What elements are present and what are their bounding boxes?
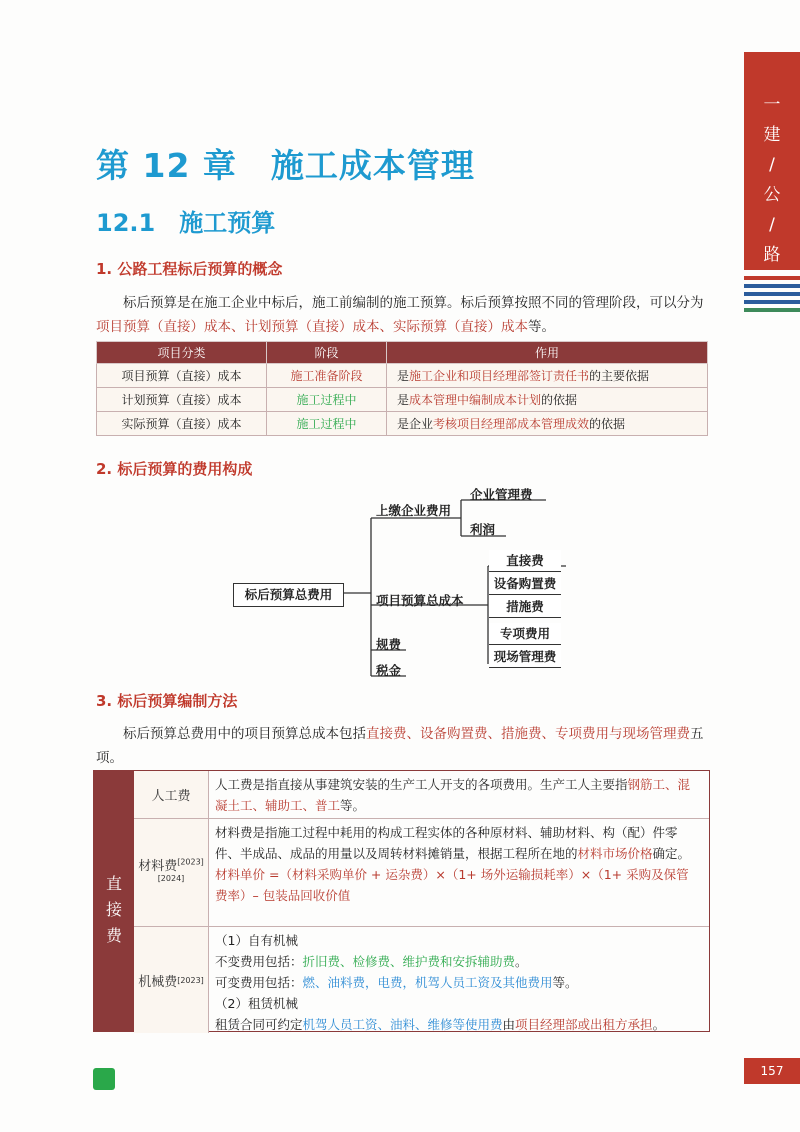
diagram-node: 设备购置费 <box>489 573 561 595</box>
row-label: 材料费[2023] [2024] <box>134 819 209 926</box>
cost-structure-diagram <box>96 480 708 685</box>
row-content: 材料费是指施工过程中耗用的构成工程实体的各种原材料、辅助材料、构（配）件零件、半成品、成品的用量以及周转材料摊销量，根据工程所在地的材料市场价格确定。 材料单价 =（材料采购单价 + 运杂费）×（1+ 场外运输损耗率）×（1+ 采购及保管费率）– 包装品回收价值 <box>215 825 691 903</box>
table-cell: 是施工企业和项目经理部签订责任书的主要依据 <box>387 364 708 388</box>
table-cell: 施工准备阶段 <box>267 364 387 388</box>
diagram-node: 规费 <box>376 637 402 652</box>
table-header: 项目分类 <box>97 342 267 364</box>
diagram-node: 企业管理费 <box>470 487 533 502</box>
row-label: 人工费 <box>134 771 209 818</box>
section-title: 12.1 施工预算 <box>96 209 276 237</box>
side-tab-char: 路 <box>763 245 781 265</box>
subheading-1: 1. 公路工程标后预算的概念 <box>96 260 283 278</box>
table-cell: 是成本管理中编制成本计划的依据 <box>387 388 708 412</box>
side-tab <box>744 52 800 270</box>
side-tab-char: 公 <box>763 185 781 205</box>
table-row <box>134 771 709 819</box>
side-stripe <box>744 300 800 304</box>
side-stripe <box>744 292 800 296</box>
page-number: 157 <box>744 1058 800 1084</box>
table-header: 作用 <box>387 342 708 364</box>
side-tab-char: 一 <box>763 95 781 115</box>
table-row <box>97 364 708 388</box>
subheading-2: 2. 标后预算的费用构成 <box>96 460 253 478</box>
table-cell: 是企业考核项目经理部成本管理成效的依据 <box>387 412 708 436</box>
subheading-3: 3. 标后预算编制方法 <box>96 692 238 710</box>
table-row <box>134 927 709 1033</box>
direct-cost-table <box>93 770 710 1032</box>
table-row <box>97 388 708 412</box>
budget-type-table <box>96 341 708 436</box>
side-stripe <box>744 276 800 280</box>
side-tab-char: 建 <box>763 125 781 145</box>
table-row <box>134 819 709 927</box>
side-stripe <box>744 284 800 288</box>
table-cell: 计划预算（直接）成本 <box>97 388 267 412</box>
diagram-node: 税金 <box>376 663 402 678</box>
diagram-node: 专项费用 <box>489 623 561 645</box>
side-stripes <box>744 276 800 316</box>
side-stripe <box>744 308 800 312</box>
diagram-node: 上缴企业费用 <box>376 503 452 518</box>
table-cell: 施工过程中 <box>267 388 387 412</box>
side-tab-char: / <box>769 215 775 235</box>
diagram-node: 项目预算总成本 <box>376 593 464 608</box>
table-cell: 实际预算（直接）成本 <box>97 412 267 436</box>
paragraph-3: 标后预算总费用中的项目预算总成本包括直接费、设备购置费、措施费、专项费用与现场管理费五项。 <box>96 726 704 766</box>
paragraph-1: 标后预算是在施工企业中标后，施工前编制的施工预算。标后预算按照不同的管理阶段，可以分为项目预算（直接）成本、计划预算（直接）成本、实际预算（直接）成本等。 <box>96 295 704 335</box>
row-content: 人工费是指直接从事建筑安装的生产工人开支的各项费用。生产工人主要指钢筋工、混凝土工、辅助工、普工等。 <box>215 777 691 813</box>
table-row <box>97 412 708 436</box>
table-cell: 施工过程中 <box>267 412 387 436</box>
diagram-node: 措施费 <box>489 596 561 618</box>
side-tab-char: / <box>769 155 775 175</box>
publisher-logo-icon <box>93 1068 115 1090</box>
table-header: 阶段 <box>267 342 387 364</box>
diagram-node: 利润 <box>470 522 496 537</box>
diagram-node: 现场管理费 <box>489 646 561 668</box>
diagram-root: 标后预算总费用 <box>233 583 344 607</box>
chapter-title: 第 12 章 施工成本管理 <box>96 146 475 185</box>
row-label: 机械费 [2023] <box>134 927 209 1033</box>
direct-cost-label: 直 接 费 <box>94 771 134 1031</box>
diagram-node: 直接费 <box>489 550 561 572</box>
table-cell: 项目预算（直接）成本 <box>97 364 267 388</box>
row-content: （1）自有机械 不变费用包括：折旧费、检修费、维护费和安拆辅助费。 可变费用包括：燃、油料费，电费，机驾人员工资及其他费用等。 （2）租赁机械 租赁合同可约定机驾人员工资、油料、维修等使用费由项目经理部或出租方承担。 <box>215 933 666 1032</box>
